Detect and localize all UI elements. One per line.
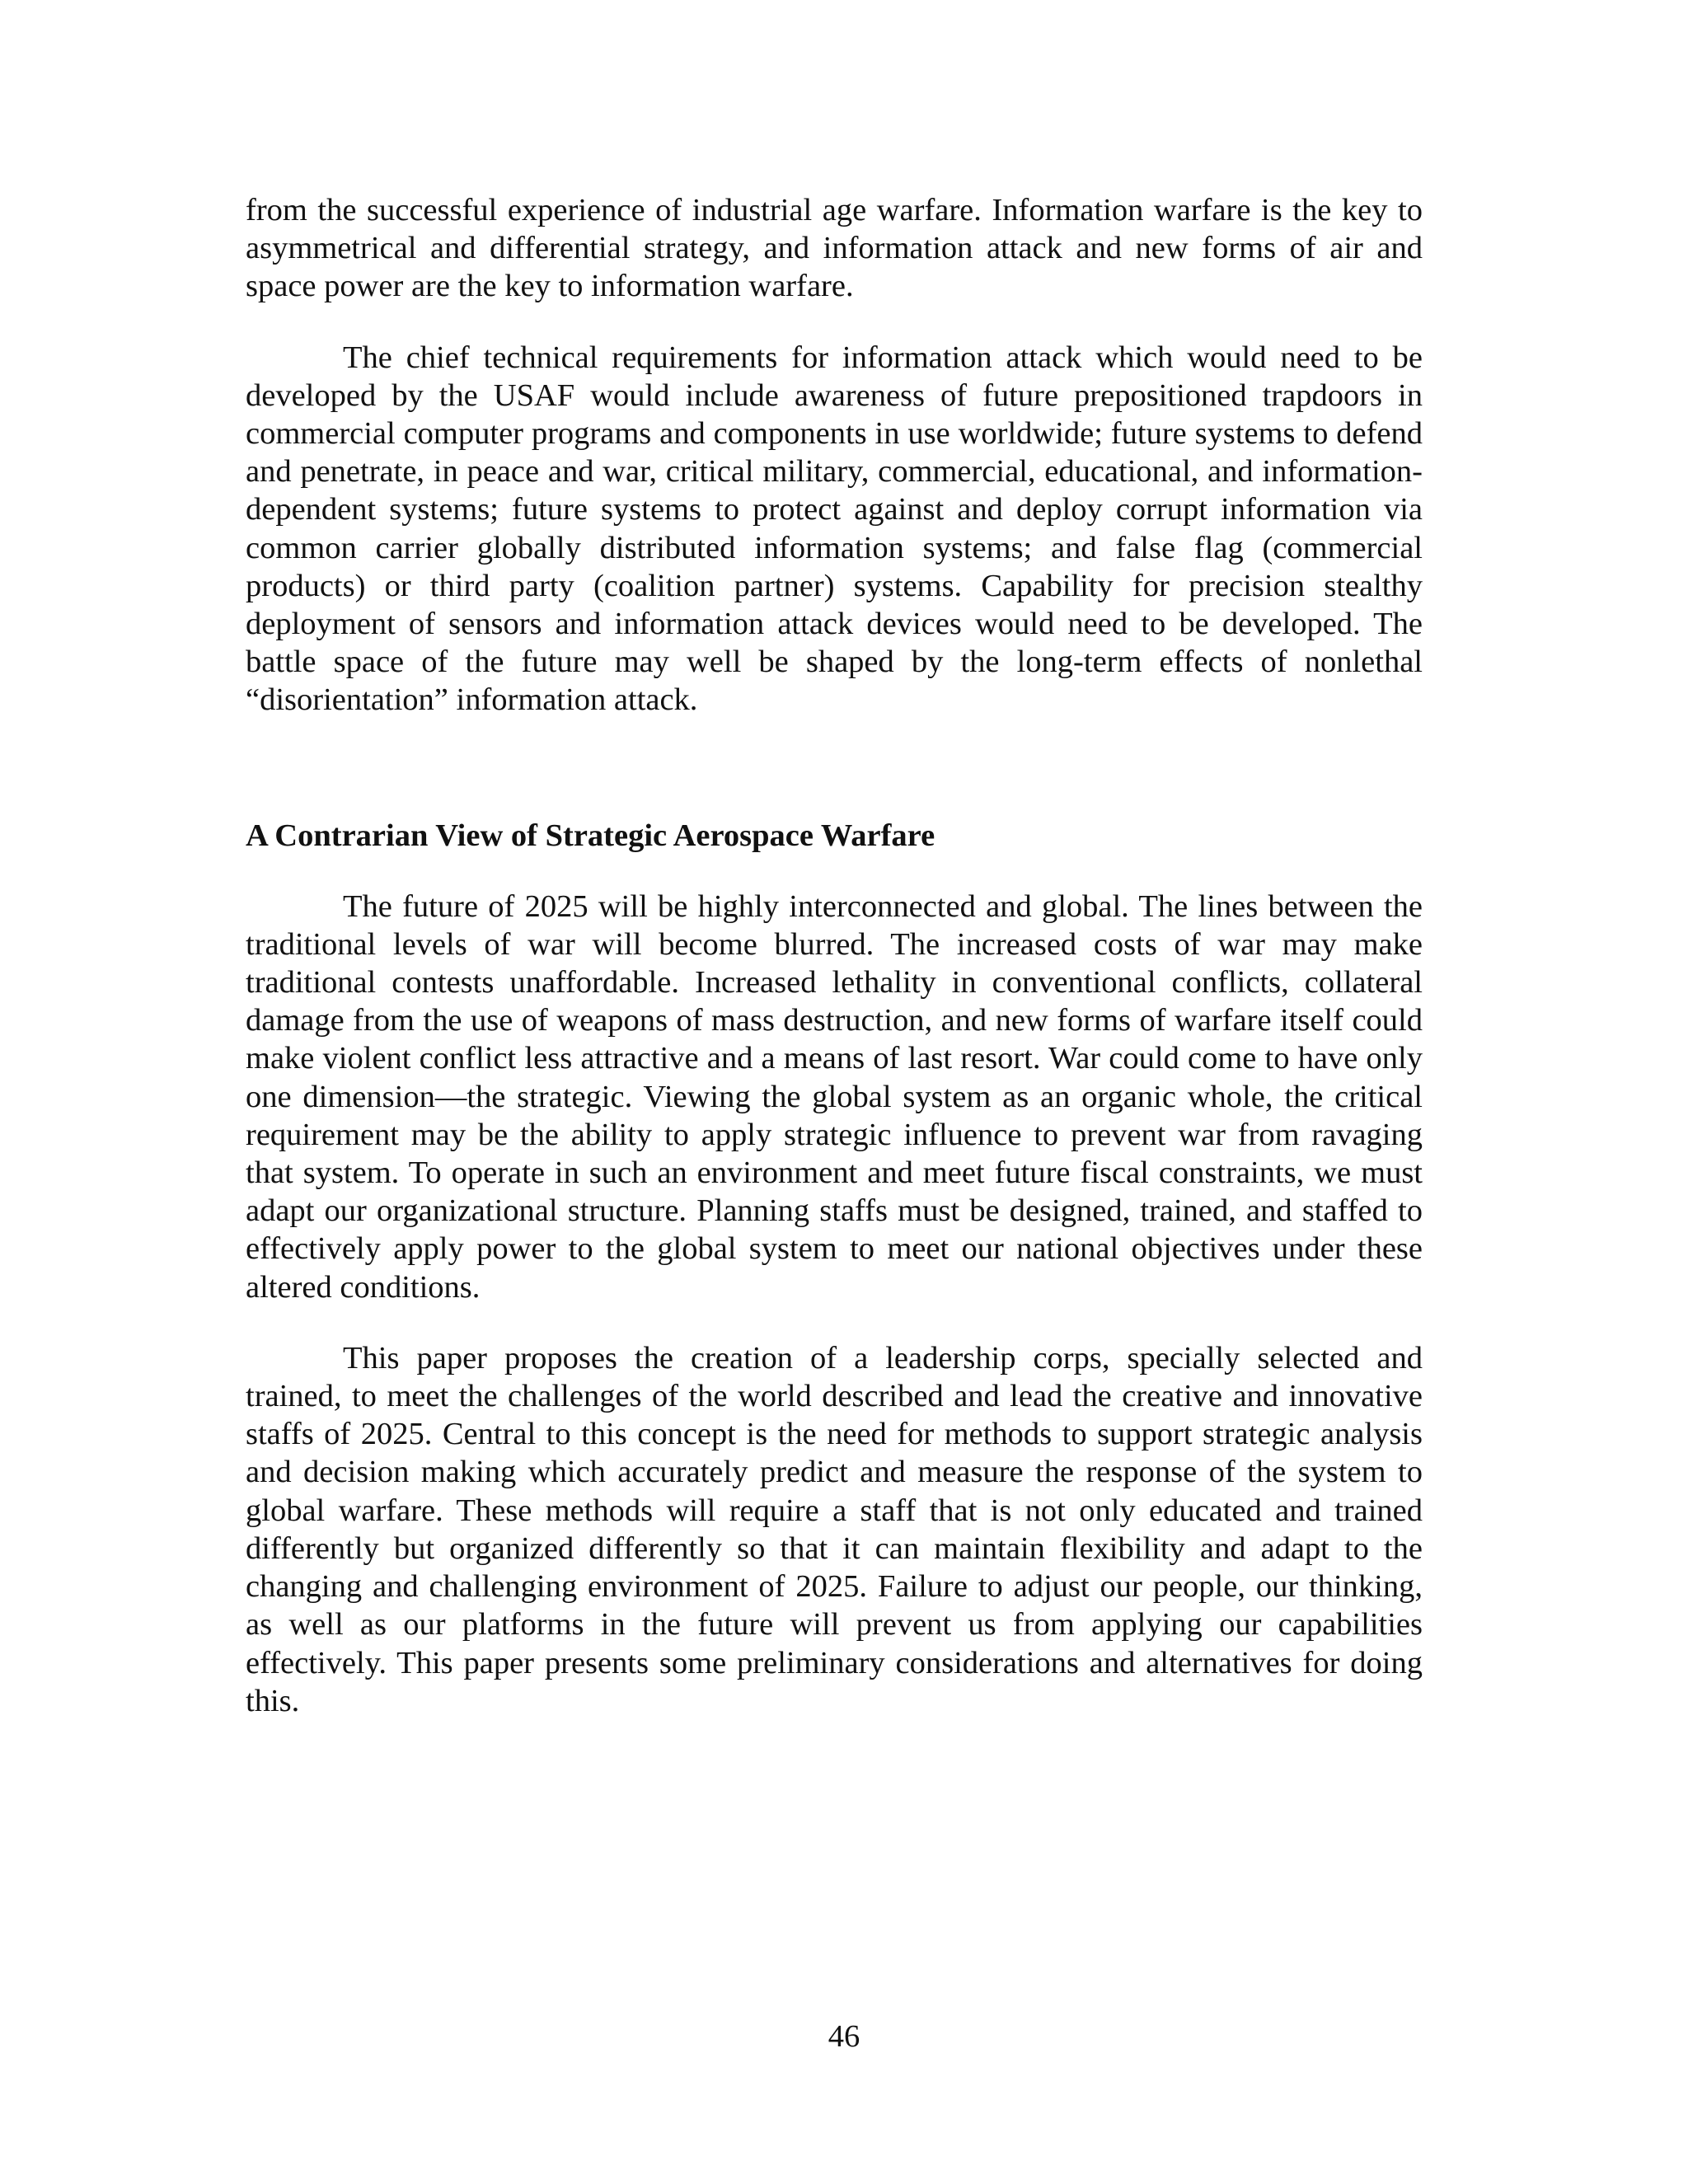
- page-number: 46: [828, 2019, 860, 2054]
- document-body: [246, 191, 1423, 1720]
- paragraph-technical-requirements: The chief technical requirements for information attack which would need to be developed by the USAF would include awareness of future prepositioned trapdoors in commercial computer programs and components in use worldwide; future systems to defend and penetrate, in peace and war, critical military, commercial, educational, and information-dependent systems; future systems to protect against and deploy corrupt information via common carrier globally distributed information systems; and false flag (commercial products) or third party (coalition partner) systems. Capability for precision stealthy deployment of sensors and information attack devices would need to be developed. The battle space of the future may well be shaped by the long-term effects of nonlethal “disorientation” information attack.: [246, 340, 1423, 718]
- paragraph-leadership-corps: This paper proposes the creation of a leadership corps, specially selected and trained, to meet the challenges of the world described and lead the creative and innovative staffs of 2025. Central to this concept is the need for methods to support strategic analysis and decision making which accurately predict and measure the response of the system to global warfare. These methods will require a staff that is not only educated and trained differently but organized differently so that it can maintain flexibility and adapt to the changing and challenging environment of 2025. Failure to adjust our people, our thinking, as well as our platforms in the future will prevent us from applying our capabilities effectively. This paper presents some preliminary considerations and alternatives for doing this.: [246, 1340, 1423, 1718]
- section-heading: A Contrarian View of Strategic Aerospace Warfare: [246, 818, 935, 853]
- paragraph-future-2025: The future of 2025 will be highly interconnected and global. The lines between the traditional levels of war will become blurred. The increased costs of war may make traditional contests unaffordable. Increased lethality in conventional conflicts, collateral damage from the use of weapons of mass destruction, and new forms of warfare itself could make violent conflict less attractive and a means of last resort. War could come to have only one dimension—the strategic. Viewing the global system as an organic whole, the critical requirement may be the ability to apply strategic influence to prevent war from ravaging that system. To operate in such an environment and meet future fiscal constraints, we must adapt our organizational structure. Planning staffs must be designed, trained, and staffed to effectively apply power to the global system to meet our national objectives under these altered conditions.: [246, 888, 1423, 1305]
- paragraph-continuation: from the successful experience of industrial age warfare. Information warfare is the key to asymmetrical and differential strategy, and information attack and new forms of air and space power are the key to information warfare.: [246, 193, 1423, 304]
